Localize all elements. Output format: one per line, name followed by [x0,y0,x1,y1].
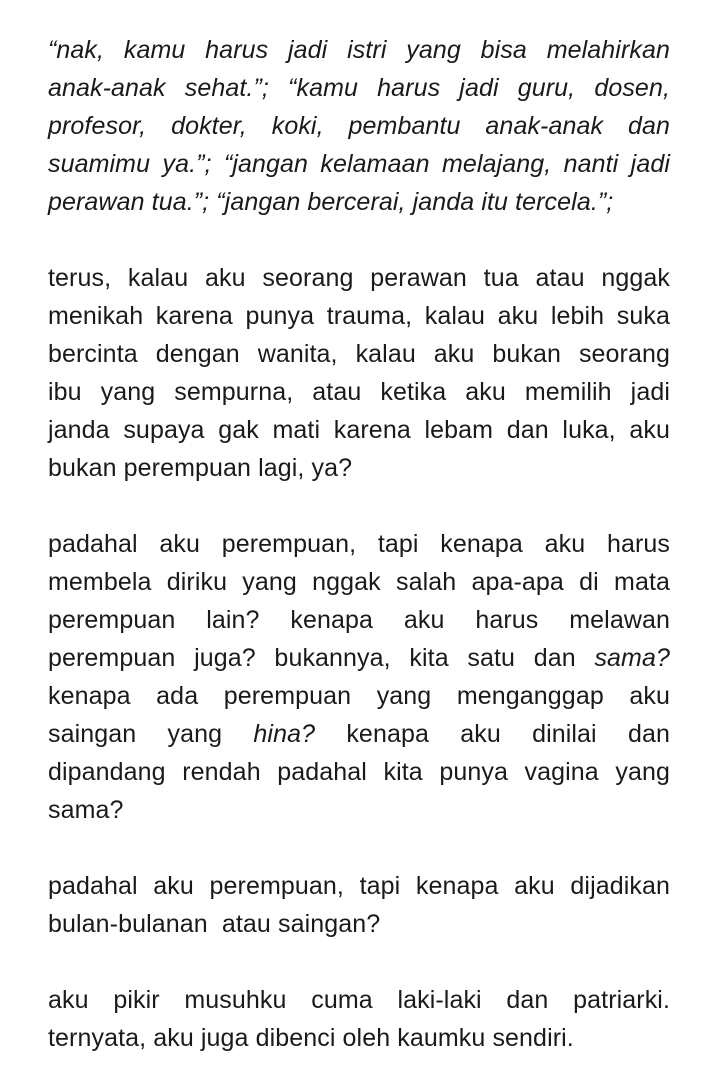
text-line [48,639,670,677]
text-line [48,715,670,753]
text-segment: kenapa aku dinilai dan [315,720,670,748]
paragraph-1 [48,31,670,221]
paragraph-5 [48,981,670,1057]
text-line: padahal aku perempuan, tapi kenapa aku harus [48,530,670,558]
text-line: perempuan lain? kenapa aku harus melawan [48,606,670,634]
text-line: kenapa ada perempuan yang menganggap aku [48,682,670,710]
text-line: janda supaya gak mati karena lebam dan luka, aku [48,416,670,444]
text-segment: saingan yang [48,720,254,748]
text-line: profesor, dokter, koki, pembantu anak-anak dan [48,112,670,140]
text-line: aku pikir musuhku cuma laki-laki dan patriarki. [48,986,670,1014]
text-line: dipandang rendah padahal kita punya vagina yang [48,758,670,786]
text-line: bercinta dengan wanita, kalau aku bukan seorang [48,340,670,368]
italic-text: hina? [253,720,316,748]
text-line: padahal aku perempuan, tapi kenapa aku dijadikan [48,872,670,900]
text-line: perawan tua.”; “jangan bercerai, janda itu tercela.”; [48,188,614,216]
text-line: suamimu ya.”; “jangan kelamaan melajang, nanti jadi [48,150,670,178]
text-line: membela diriku yang nggak salah apa-apa di mata [48,568,670,596]
text-line: ibu yang sempurna, atau ketika aku memilih jadi [48,378,670,406]
text-line: ternyata, aku juga dibenci oleh kaumku sendiri. [48,1024,574,1052]
paragraph-2 [48,259,670,487]
text-line: anak-anak sehat.”; “kamu harus jadi guru, dosen, [48,74,670,102]
text-line: sama? [48,796,124,824]
text-line: menikah karena punya trauma, kalau aku lebih suka [48,302,670,330]
italic-text: sama? [594,644,670,672]
text-line: terus, kalau aku seorang perawan tua atau nggak [48,264,670,292]
text-line: “nak, kamu harus jadi istri yang bisa melahirkan [48,36,670,64]
text-segment: perempuan juga? bukannya, kita satu dan [48,644,595,672]
text-line: bukan perempuan lagi, ya? [48,454,353,482]
paragraph-3 [48,525,670,829]
document-body [48,31,670,1057]
text-line: bulan-bulanan atau saingan? [48,910,381,938]
paragraph-4 [48,867,670,943]
